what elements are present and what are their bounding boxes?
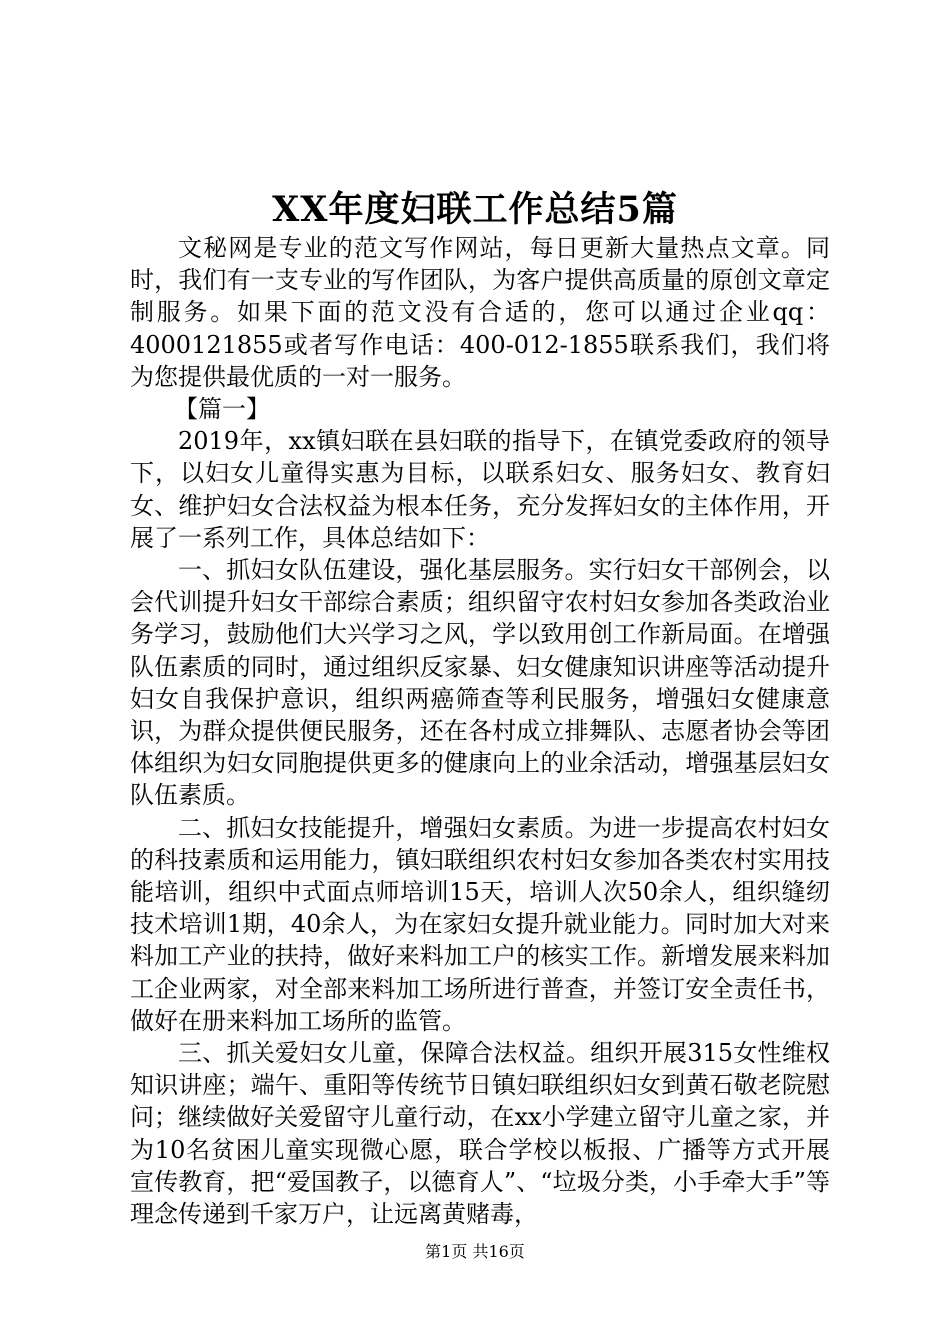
section-two-paragraph: 二、抓妇女技能提升，增强妇女素质。为进一步提高农村妇女的科技素质和运用能力，镇妇联组织农村妇女参加各类农村实用技能培训，组织中式面点师培训15天，培训人次50余人，组织缝纫技术培训1期，40余人，为在家妇女提升就业能力。同时加大对来料加工产业的扶持，做好来料加工户的核实工作。新增发展来料加工企业两家，对全部来料加工场所进行普查，并签订安全责任书，做好在册来料加工场所的监管。 <box>130 813 830 1035</box>
intro-paragraph: 文秘网是专业的范文写作网站，每日更新大量热点文章。同时，我们有一支专业的写作团队，为客户提供高质量的原创文章定制服务。如果下面的范文没有合适的，您可以通过企业qq：4000121855或者写作电话：400-012-1855联系我们，我们将为您提供最优质的一对一服务。 <box>130 234 830 391</box>
section-heading: 【篇一】 <box>174 395 270 424</box>
document-body <box>130 232 830 1230</box>
page-footer: 第1页 共16页 <box>425 1242 525 1261</box>
summary-paragraph: 2019年，xx镇妇联在县妇联的指导下，在镇党委政府的领导下，以妇女儿童得实惠为目标，以联系妇女、服务妇女、教育妇女、维护妇女合法权益为根本任务，充分发挥妇女的主体作用，开展了一系列工作，具体总结如下： <box>130 427 830 552</box>
section-three-paragraph: 三、抓关爱妇女儿童，保障合法权益。组织开展315女性维权知识讲座；端午、重阳等传统节日镇妇联组织妇女到黄石敬老院慰问；继续做好关爱留守儿童行动，在xx小学建立留守儿童之家，并为10名贫困儿童实现微心愿，联合学校以板报、广播等方式开展宣传教育，把“爱国教子，以德育人”、“垃圾分类，小手牵大手”等理念传递到千家万户，让远离黄赌毒， <box>130 1039 830 1229</box>
section-one-paragraph: 一、抓妇女队伍建设，强化基层服务。实行妇女干部例会，以会代训提升妇女干部综合素质；组织留守农村妇女参加各类政治业务学习，鼓励他们大兴学习之风，学以致用创工作新局面。在增强队伍素质的同时，通过组织反家暴、妇女健康知识讲座等活动提升妇女自我保护意识，组织两癌筛查等利民服务，增强妇女健康意识，为群众提供便民服务，还在各村成立排舞队、志愿者协会等团体组织为妇女同胞提供更多的健康向上的业余活动，增强基层妇女队伍素质。 <box>130 556 830 810</box>
document-title: XX年度妇联工作总结5篇 <box>272 189 678 230</box>
